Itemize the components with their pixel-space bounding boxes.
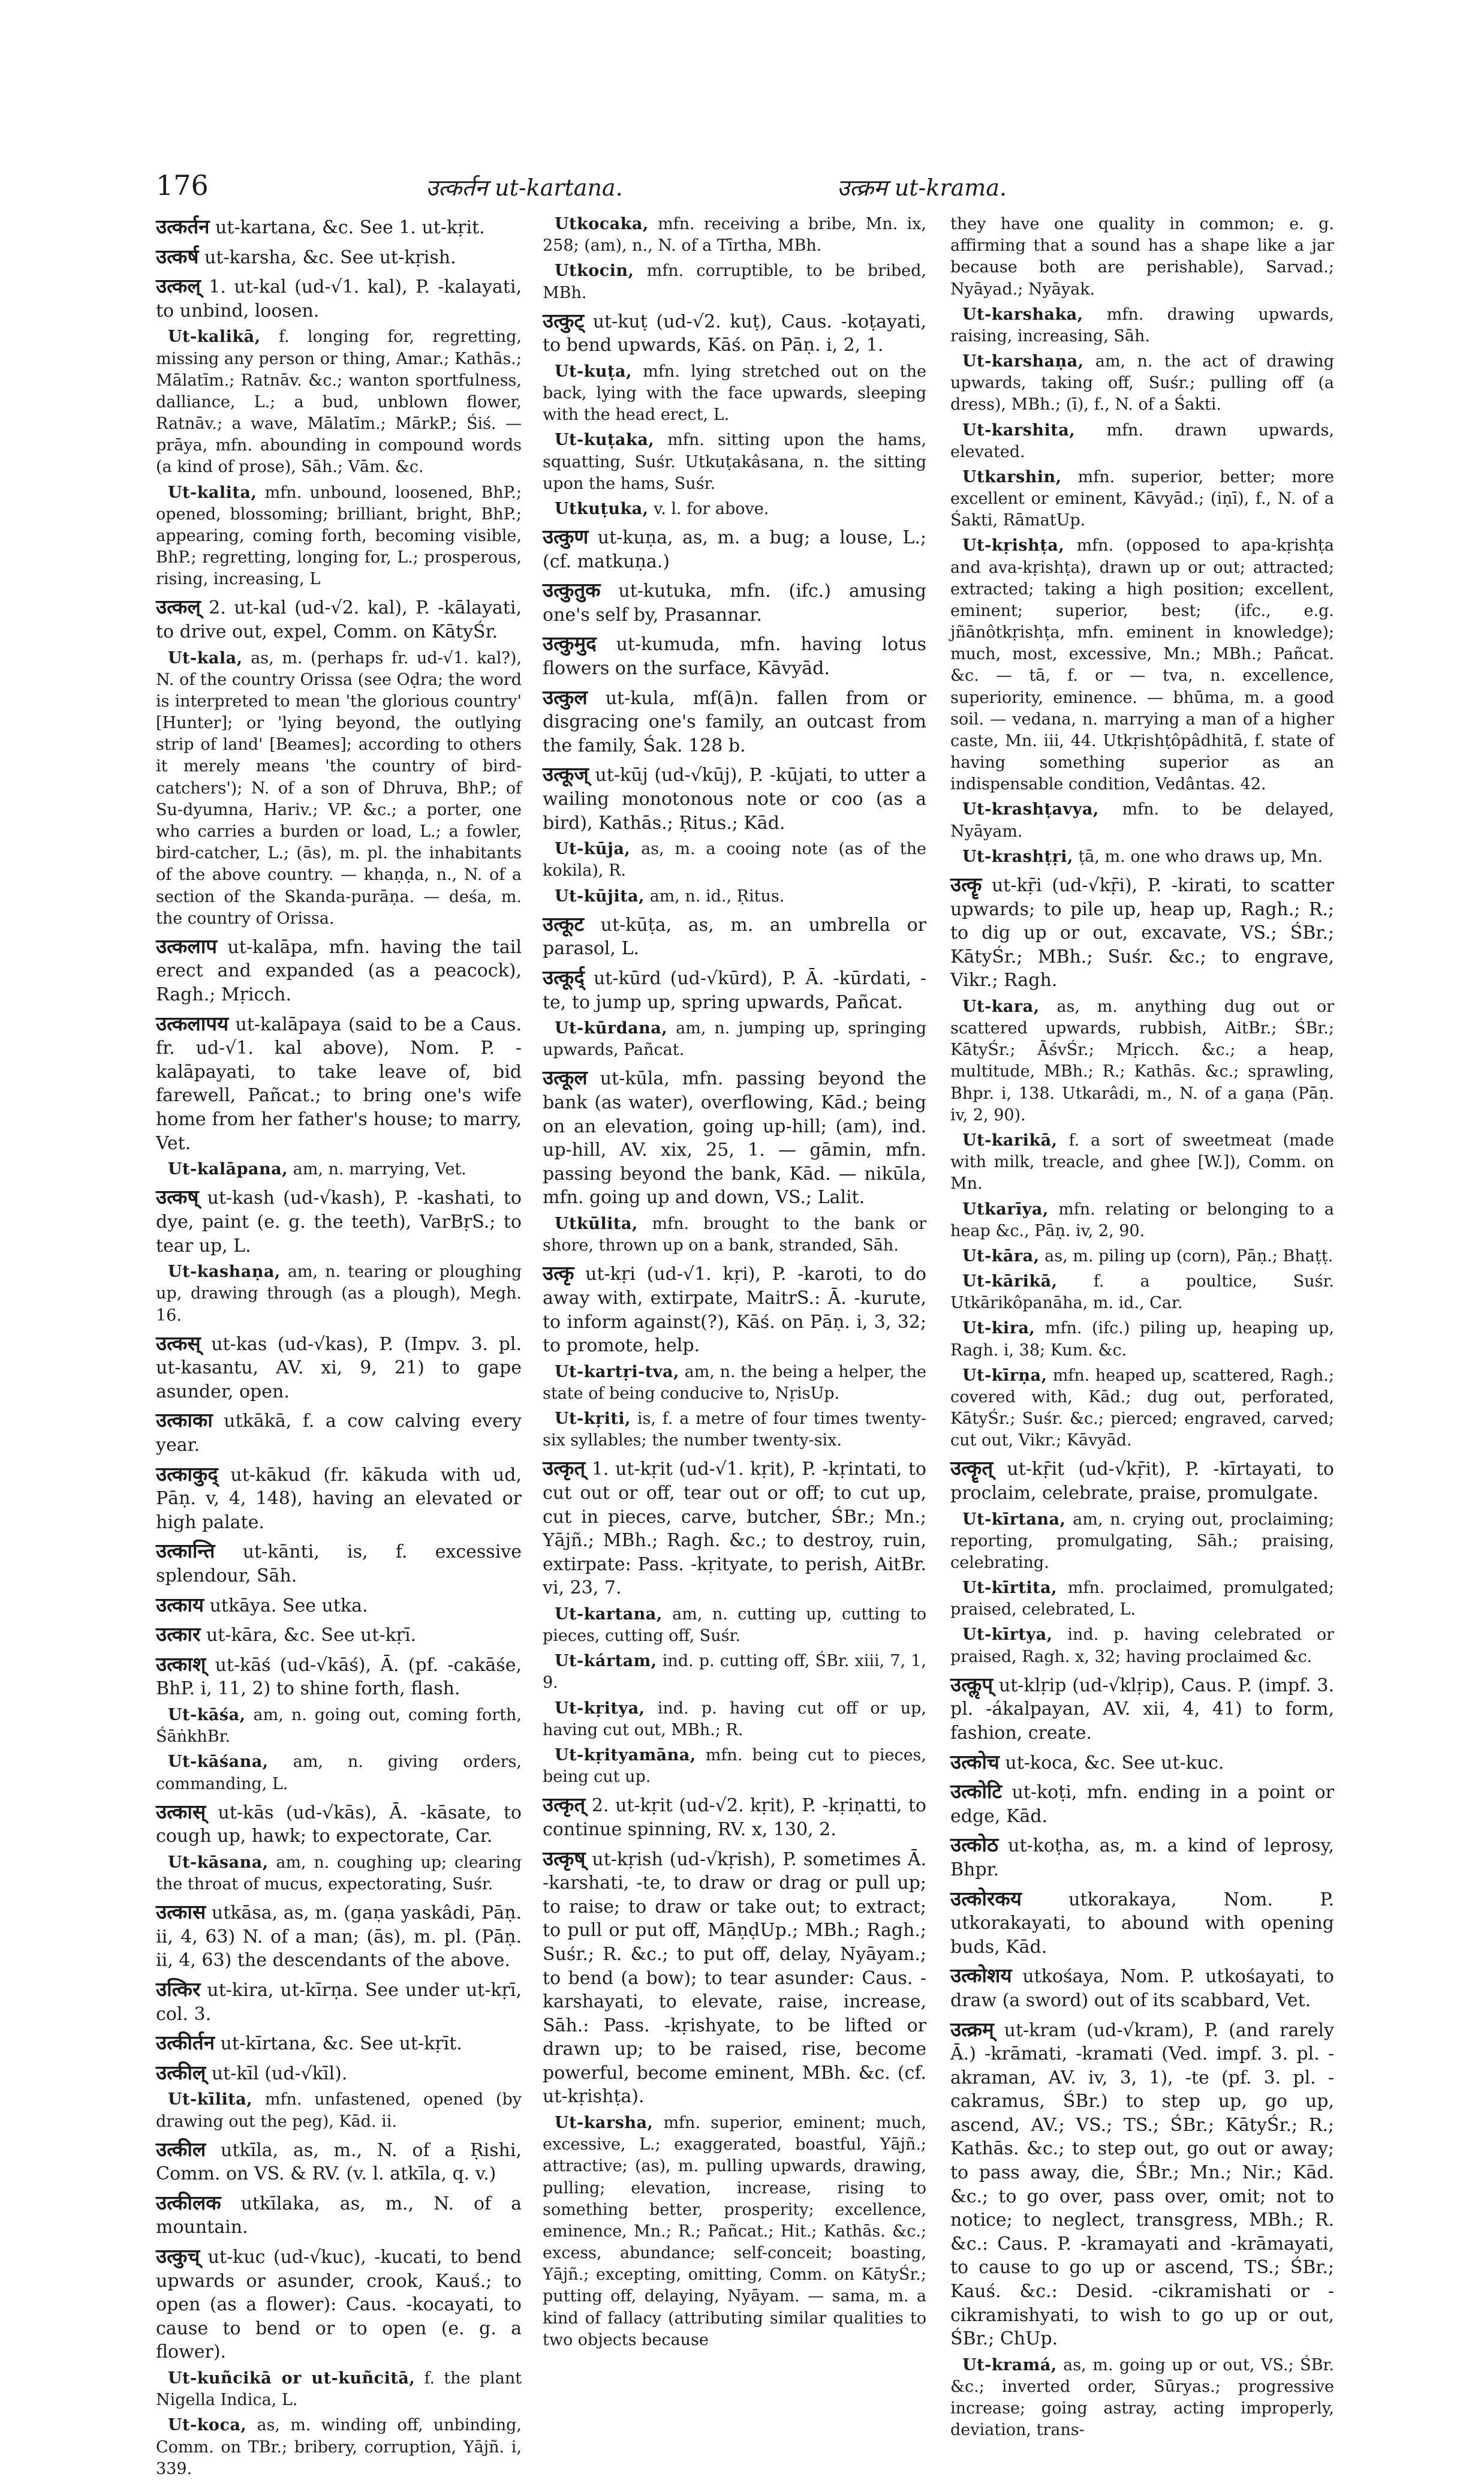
sub-entry	[950, 1130, 1334, 1195]
column-3	[950, 214, 1334, 2440]
headword-entry	[543, 761, 926, 835]
sub-headword: Ut-kūja,	[555, 840, 631, 859]
sub-entry	[156, 1261, 522, 1327]
entry-text: ut-kākud (fr. kākuda with ud, Pāṇ. v, 4, 148), having an elevated or high palate.	[156, 1464, 522, 1533]
headword-entry	[156, 1592, 522, 1618]
sub-headword: Ut-kṛishṭa,	[962, 536, 1065, 555]
entry-text: ut-kumuda, mfn. having lotus flowers on the surface, Kāvyād.	[543, 634, 926, 680]
entry-text: ut-koca, &c. See ut-kuc.	[1005, 1752, 1224, 1773]
devanagari-headword: उत्कुल	[543, 685, 588, 709]
entry-text: mfn. lying stretched out on the back, lying with the face upwards, sleeping with the head erect, L.	[543, 362, 926, 425]
entry-text: ut-kūla, mfn. passing beyond the bank (as water), overflowing, Kād.; being on an elevation, going up-hill; (am), ind. up-hill, AV. xix, 25, 1. — gāmin, mfn. passing beyond the bank, Kād. — nikūla, mfn. going up and down, VS.; Lalit.	[543, 1068, 926, 1209]
sub-entry	[543, 1745, 926, 1788]
sub-headword: Ut-kāśa,	[168, 1705, 246, 1724]
devanagari-headword: उत्कॄत्	[950, 1456, 994, 1480]
headword-entry	[950, 1455, 1334, 1505]
sub-entry	[950, 1577, 1334, 1621]
entry-text: ut-kira, ut-kīrṇa. See under ut-kṛī, col. 3.	[156, 1979, 522, 2025]
devanagari-headword: उत्कूर्द्	[543, 965, 585, 989]
entry-text: ut-kartana, &c. See 1. ut-kṛit.	[215, 217, 485, 238]
entry-text: utkīlaka, as, m., N. of a mountain.	[156, 2193, 522, 2238]
sub-headword: Utkūlita,	[555, 1215, 638, 1233]
entry-text: ut-kṝit (ud-√kṝit), P. -kīrtayati, to proclaim, celebrate, praise, promulgate.	[950, 1459, 1334, 1504]
devanagari-headword: उत्कूल	[543, 1066, 588, 1090]
sub-headword: Utkarīya,	[962, 1200, 1049, 1219]
entry-text: ut-kāś (ud-√kāś), Ā. (pf. -cakāśe, BhP. i, 11, 2) to shine forth, flash.	[156, 1654, 522, 1700]
headword-entry	[950, 1778, 1334, 1828]
devanagari-headword: उत्कोठ	[950, 1833, 999, 1857]
column-2	[543, 214, 927, 2349]
entry-text: ut-kānti, is, f. excessive splendour, Sāh.	[156, 1541, 522, 1587]
devanagari-headword: उत्कोच	[950, 1749, 1000, 1773]
sub-entry	[543, 214, 926, 257]
entry-text: ut-kṛish (ud-√kṛish), P. sometimes Ā. -karshati, -te, to draw or drag or pull up; to raise; to draw or take out; to extract; to pull or put off, MāṇḍUp.; MBh.; Ragh.; Suśr.; R. &c.; to put off, delay, Nyāyam.; to bend (a bow); to tear asunder: Caus. -karshayati, to elevate, raise, increase, Sāh.: Pass. -kṛishyate, to be lifted or drawn up; to be raised, rise, become powerful, become eminent, MBh. &c. (cf. ut-kṛishṭa).	[543, 1848, 926, 2108]
sub-entry	[950, 2355, 1334, 2442]
sub-entry	[156, 1159, 522, 1180]
devanagari-headword: उत्कूट	[543, 912, 584, 936]
headword-entry	[543, 524, 926, 573]
entry-text: ut-kuṇa, as, m. a bug; a louse, L.; (cf. matkuṇa.)	[543, 527, 926, 572]
headword-entry	[543, 577, 926, 627]
entry-text: mfn. corruptible, to be bribed, MBh.	[543, 261, 926, 302]
sub-entry	[543, 429, 926, 495]
entry-text: utkāya. See utka.	[209, 1595, 368, 1616]
sub-headword: Utkuṭuka,	[555, 499, 649, 518]
headword-entry	[156, 1621, 522, 1648]
devanagari-headword: उत्कीर्तन	[156, 2031, 215, 2055]
headword-entry	[156, 2060, 522, 2086]
headword-entry	[950, 1749, 1334, 1775]
entry-text: as, m. going up or out, VS.; ŚBr. &c.; inverted order, Sūryas.; progressive increase; going astray, acting improperly, deviation, trans-	[950, 2355, 1334, 2440]
devanagari-headword: उत्कील्	[156, 2060, 206, 2084]
entry-text: mfn. drawn upwards, elevated.	[950, 420, 1334, 461]
sub-headword: Ut-kṛiti,	[555, 1409, 631, 1429]
devanagari-headword: उत्क्रम्	[950, 2017, 994, 2041]
sub-headword: Ut-kṛityamāna,	[555, 1746, 696, 1764]
sub-entry	[950, 996, 1334, 1126]
entry-text: am, n. going out, coming forth, ŚāṅkhBr.	[156, 1705, 522, 1746]
devanagari-headword: उत्कॢप्	[950, 1672, 994, 1696]
entry-text: ut-kuṭ (ud-√2. kuṭ), Caus. -koṭayati, to bend upwards, Kāś. on Pāṇ. i, 2, 1.	[543, 311, 927, 356]
headword-entry	[543, 684, 926, 758]
entry-text: ut-kutuka, mfn. (ifc.) amusing one's self by, Prasannar.	[543, 581, 926, 626]
sub-entry	[543, 838, 926, 882]
sub-headword: Ut-krashṭṛi,	[962, 847, 1073, 866]
devanagari-headword: उत्कार	[156, 1622, 201, 1646]
entry-text: am, n. cutting up, cutting to pieces, cutting off, Suśr.	[543, 1604, 926, 1646]
entry-text: ind. p. cutting off, ŚBr. xiii, 7, 1, 9.	[543, 1652, 926, 1693]
headword-entry	[950, 871, 1334, 993]
sub-headword: Ut-karikā,	[962, 1131, 1058, 1150]
sub-entry	[543, 498, 926, 520]
sub-headword: Utkocaka,	[555, 215, 649, 233]
entry-text: as, m. (perhaps fr. ud-√1. kal?), N. of the country Orissa (see Oḍra; the word is interpreted to mean 'the glorious country' [Hunter]; or 'lying beyond, the outlying strip of land' [Beames]; according to others it merely means 'the country of bird-catchers'); N. of a son of Dhruva, BhP.; of Su-dyumna, Hariv.; VP. &c.; a porter, one who carries a burden or load, L.; a fowler, bird-catcher, L.; (ās), m. pl. the inhabitants of the above country. — khaṇḍa, n., N. of a section of the Skanda-purāṇa. — deśa, m. the country of Orissa.	[156, 648, 522, 928]
sub-entry	[543, 1651, 926, 1694]
devanagari-headword: उत्कष्	[156, 1185, 199, 1209]
headword-entry	[543, 1791, 926, 1841]
entry-text: am, n. tearing or ploughing up, drawing through (as a plough), Megh. 16.	[156, 1262, 522, 1325]
sub-entry	[543, 1604, 926, 1647]
sub-headword: Ut-kārikā,	[962, 1272, 1058, 1291]
entry-text: mfn. superior, better; more excellent or eminent, Kāvyād.; (iṇī), f., N. of a Śakti, RāmatUp.	[950, 467, 1334, 530]
sub-headword: Ut-karshaṇa,	[962, 352, 1084, 371]
headword-entry	[156, 933, 522, 1007]
devanagari-headword: उत्कुट्	[543, 308, 584, 332]
page-number: 176	[156, 169, 209, 202]
sub-entry	[950, 1199, 1334, 1242]
devanagari-headword: उत्कोटि	[950, 1779, 1003, 1803]
entry-text: mfn. drawing upwards, raising, increasing, Sāh.	[950, 305, 1334, 345]
sub-entry	[543, 1408, 926, 1451]
sub-entry	[543, 260, 926, 303]
headword-entry	[156, 273, 522, 323]
sub-headword: Ut-karsha,	[555, 2114, 654, 2133]
sub-entry	[543, 2112, 926, 2351]
devanagari-headword: उत्कास्	[156, 1799, 206, 1823]
devanagari-headword: उत्काय	[156, 1592, 204, 1616]
sub-entry	[950, 1509, 1334, 1574]
entry-text: mfn. brought to the bank or shore, thrown up on a bank, stranded, Sāh.	[543, 1215, 926, 1255]
sub-entry	[156, 482, 522, 591]
sub-entry	[543, 1213, 926, 1256]
sub-headword: Ut-kāra,	[962, 1246, 1040, 1265]
sub-entry	[950, 1624, 1334, 1667]
sub-headword: Ut-kramá,	[962, 2355, 1057, 2374]
devanagari-headword: उत्काका	[156, 1408, 213, 1432]
entry-text: ut-kīl (ud-√kīl).	[211, 2063, 348, 2084]
entry-text: mfn. sitting upon the hams, squatting, Suśr. Utkuṭakâsana, n. the sitting upon the hams, Suśr.	[543, 431, 926, 493]
sub-entry	[156, 2089, 522, 2132]
entry-text: f. a poultice, Suśr. Utkārikôpanāha, m. id., Car.	[950, 1272, 1334, 1313]
headword-entry	[543, 1845, 926, 2109]
headword-entry	[156, 2136, 522, 2186]
entry-text: am, n. jumping up, springing upwards, Pañcat.	[543, 1019, 926, 1060]
devanagari-headword: उत्कर्तन	[156, 215, 210, 238]
headword-entry	[543, 1455, 926, 1600]
headword-entry	[156, 594, 522, 644]
entry-text: ut-kās (ud-√kās), Ā. -kāsate, to cough up, hawk; to expectorate, Car.	[156, 1802, 522, 1847]
entry-text: 1. ut-kal (ud-√1. kal), P. -kalayati, to unbind, loosen.	[156, 276, 522, 321]
devanagari-headword: उत्कल्	[156, 595, 201, 619]
entry-text: am, n. id., Ṛitus.	[649, 886, 785, 906]
devanagari-headword: उत्कोशय	[950, 1964, 1012, 1988]
sub-entry	[543, 1361, 926, 1405]
entry-text: mfn. relating or belonging to a heap &c., Pāṇ. iv, 2, 90.	[950, 1200, 1334, 1240]
sub-headword: Ut-kūjita,	[555, 886, 645, 906]
entry-text: ut-kūrd (ud-√kūrd), P. Ā. -kūrdati, -te, to jump up, spring upwards, Pañcat.	[543, 967, 926, 1013]
sub-entry	[156, 2368, 522, 2411]
devanagari-headword: उत्कृत्	[543, 1793, 586, 1817]
sub-headword: Ut-kīrtita,	[962, 1579, 1058, 1598]
devanagari-headword: उत्काकुद्	[156, 1462, 218, 1486]
headword-entry	[156, 2243, 522, 2364]
devanagari-headword: उत्कृष्	[543, 1846, 586, 1870]
devanagari-headword: उत्कुतुक	[543, 578, 601, 602]
entry-text: ṭā, m. one who draws up, Mn.	[1078, 847, 1323, 866]
sub-headword: Ut-kara,	[962, 997, 1040, 1016]
sub-headword: Ut-kuṭaka,	[555, 431, 655, 450]
devanagari-headword: उत्कस्	[156, 1331, 201, 1355]
entry-text: mfn. receiving a bribe, Mn. ix, 258; (am), n., N. of a Tīrtha, MBh.	[543, 215, 926, 255]
sub-headword: Ut-kala,	[168, 648, 243, 668]
sub-entry	[950, 535, 1334, 795]
headword-entry	[950, 1672, 1334, 1745]
entry-text: ut-koṭi, mfn. ending in a point or edge, Kād.	[950, 1782, 1334, 1827]
entry-text: ut-kula, mf(ā)n. fallen from or disgracing one's family, an outcast from the family, Śak. 128 b.	[543, 687, 926, 756]
headword-entry	[543, 1065, 926, 1210]
devanagari-headword: उत्कल्	[156, 274, 201, 298]
devanagari-headword: उत्कृत्	[543, 1456, 586, 1480]
headword-entry	[950, 1962, 1334, 2012]
entry-text: utkośaya, Nom. P. utkośayati, to draw (a sword) out of its scabbard, Vet.	[950, 1966, 1334, 2011]
left-running-head: उत्कर्तन ut-kartana.	[426, 175, 623, 201]
sub-entry	[950, 1318, 1334, 1361]
headword-entry	[156, 1899, 522, 1973]
sub-headword: Ut-karshaka,	[962, 305, 1083, 324]
entry-text: ind. p. having cut off or up, having cut out, MBh.; R.	[543, 1699, 926, 1739]
entry-text: ut-kalāpaya (said to be a Caus. fr. ud-√1. kal above), Nom. P. -kalāpayati, to take leave of, bid farewell, Pañcat.; to bring one's wife home from her father's house; to marry, Vet.	[156, 1014, 522, 1154]
devanagari-headword: उत्कलाप	[156, 934, 218, 958]
sub-entry	[543, 1018, 926, 1061]
sub-entry	[543, 361, 926, 426]
entry-text: 2. ut-kal (ud-√2. kal), P. -kālayati, to drive out, expel, Comm. on KātyŚr.	[156, 597, 522, 643]
headword-entry	[156, 2030, 522, 2056]
sub-entry	[950, 1271, 1334, 1314]
devanagari-headword: उत्कॄ	[950, 872, 982, 896]
sub-headword: Ut-kāsana,	[168, 1853, 269, 1872]
sub-headword: Ut-kira,	[962, 1319, 1036, 1338]
sub-headword: Ut-kashaṇa,	[168, 1262, 281, 1282]
sub-entry	[543, 1698, 926, 1741]
sub-entry	[950, 799, 1334, 842]
headword-entry	[543, 1260, 926, 1357]
entry-text: mfn. superior, eminent; much, excessive, L.; exaggerated, boastful, Yājñ.; attractive; (as), m. pulling upwards, drawing, pulling; elevation, increase, rising to something better, prosperity; excellence, eminence, Mn.; R.; Pañcat.; Hit.; Kathās. &c.; excess, abundance; self-conceit; boasting, Yājñ.; excepting, omitting, Comm. on KātyŚr.; putting off, delaying, Nyāyam. — sama, m. a kind of fallacy (attributing similar qualities to two objects because	[543, 2114, 926, 2349]
sub-entry	[950, 420, 1334, 463]
devanagari-headword: उत्कोरकय	[950, 1886, 1022, 1910]
column-1	[156, 214, 522, 2478]
entry-text: f. longing for, regretting, missing any person or thing, Amar.; Kathās.; Mālatīm.; Ratnāv. &c.; wanton sportfulness, dalliance, L.; a bud, unblown flower, Ratnāv.; a wave, Mālatīm.; MārkP.; Śiś. — prāya, mfn. abounding in compound words (a kind of prose), Sāh.; Vām. &c.	[156, 327, 522, 477]
sub-entry	[950, 846, 1334, 868]
headword-entry	[156, 1651, 522, 1701]
entry-text: am, n. giving orders, commanding, L.	[156, 1752, 522, 1793]
sub-headword: Ut-kīrtana,	[962, 1510, 1066, 1529]
entry-text: ut-karsha, &c. See ut-kṛish.	[204, 247, 456, 268]
entry-text: ut-kas (ud-√kas), P. (Impv. 3. pl. ut-kasantu, AV. xi, 9, 21) to gape asunder, open.	[156, 1333, 522, 1402]
devanagari-headword: उत्कास	[156, 1900, 206, 1924]
headword-entry	[156, 1407, 522, 1457]
headword-entry	[156, 2190, 522, 2239]
entry-text: v. l. for above.	[654, 499, 769, 518]
headword-entry	[543, 308, 926, 357]
entry-text: mfn. heaped up, scattered, Ragh.; covered with, Kād.; dug out, perforated, KātyŚr.; Suśr. &c.; pierced; engraved, carved; cut out, Vikr.; Kāvyād.	[950, 1366, 1334, 1450]
devanagari-headword: उत्कुण	[543, 525, 589, 549]
entry-text: ut-kṝi (ud-√kṝi), P. -kirati, to scatter upwards; to pile up, heap up, Ragh.; R.; to dig up or out, excavate, VS.; ŚBr.; KātyŚr.; MBh.; Suśr. &c.; to engrave, Vikr.; Ragh.	[950, 874, 1334, 991]
sub-headword: Ut-kīrṇa,	[962, 1366, 1047, 1385]
sub-entry	[156, 648, 522, 930]
sub-headword: Utkocin,	[555, 261, 634, 281]
sub-entry	[950, 1246, 1334, 1267]
sub-headword: Ut-kīlita,	[168, 2090, 253, 2109]
devanagari-headword: उत्कीलक	[156, 2190, 221, 2214]
sub-headword: Ut-karshita,	[962, 420, 1076, 440]
sub-headword: Ut-kūrdana,	[555, 1019, 668, 1038]
entry-text: ut-kāra, &c. See ut-kṛī.	[206, 1625, 417, 1646]
entry-text: am, n. coughing up; clearing the throat of mucus, expectorating, Suśr.	[156, 1853, 522, 1894]
continued-text: they have one quality in common; e. g. affirming that a sound has a shape like a jar because both are perishable), Sarvad.; Nyāyad.; Nyāyak.	[950, 215, 1334, 299]
devanagari-headword: उत्कुच्	[156, 2244, 200, 2268]
headword-entry	[156, 1011, 522, 1156]
devanagari-headword: उत्कूज्	[543, 762, 589, 786]
entry-text: ut-kash (ud-√kash), P. -kashati, to dye, paint (e. g. the teeth), VarBṛS.; to tear up, L.	[156, 1188, 522, 1256]
sub-headword: Ut-kártam,	[555, 1652, 657, 1671]
sub-headword: Ut-kṛitya,	[555, 1699, 645, 1718]
sub-headword: Ut-krashṭavya,	[962, 800, 1099, 819]
entry-text: as, m. anything dug out or scattered upwards, rubbish, AitBr.; ŚBr.; KātyŚr.; ĀśvŚr.; Mṛicch. &c.; a heap, multitude, MBh.; R.; Kathās. &c.; sprawling, Bhpr. i, 138. Utkarâdi, m., N. of a gaṇa (Pāṇ. iv, 2, 90).	[950, 997, 1334, 1125]
entry-text: ut-kuc (ud-√kuc), -kucati, to bend upwards or asunder, crook, Kauś.; to open (as a flower): Caus. -kocayati, to cause to bend or to open (e. g. a flower).	[156, 2247, 522, 2363]
entry-text: mfn. unfastened, opened (by drawing out the peg), Kād. ii.	[156, 2090, 522, 2131]
devanagari-headword: उत्कुमुद	[543, 632, 597, 656]
entry-text: ut-kram (ud-√kram), P. (and rarely Ā.) -krāmati, -kramati (Ved. impf. 3. pl. -akraman, AV. iv, 3, 1), -te (pf. 3. pl. -cakramus, ŚBr.) to step up, go up, ascend, AV.; VS.; TS.; ŚBr.; KātyŚr.; R.; Kathās. &c.; to step out, go out or away; to pass away, die, ŚBr.; Mn.; Nir.; Kād. &c.; to go over, pass over, omit; not to notice; to neglect, transgress, MBh.; R. &c.: Caus. P. -kramayati and -krāmayati, to cause to go up or ascend, TS.; ŚBr.; Kauś. &c.: Desid. -cikramishati or -cikramishyati, to wish to go up or out, ŚBr.; ChUp.	[950, 2019, 1334, 2350]
sub-headword: Ut-kuṭa,	[555, 362, 632, 381]
sub-headword: Ut-kartṛi-tva,	[555, 1362, 679, 1381]
sub-entry	[156, 1705, 522, 1748]
right-running-head: उत्क्रम ut-krama.	[837, 175, 1007, 201]
headword-entry	[950, 2016, 1334, 2351]
entry-text: as, m. winding off, unbinding, Comm. on TBr.; bribery, corruption, Yājñ. i, 339.	[156, 2416, 522, 2478]
devanagari-headword: उत्कर्ष	[156, 244, 199, 268]
entry-text: f. the plant Nigella Indica, L.	[156, 2369, 522, 2410]
headword-entry	[543, 964, 926, 1014]
sub-headword: Ut-kalāpana,	[168, 1160, 288, 1179]
headword-entry	[950, 1832, 1334, 1881]
entry-text: mfn. (opposed to apa-kṛishṭa and ava-kṛishṭa), drawn up or out; attracted; extracted; taking a high position; excellent, eminent; superior, best; (ifc., e.g. jñānôtkṛishṭa, mfn. eminent in knowledge); much, most, excessive, Mn.; MBh.; Pañcat. &c. — tā, f. or — tva, n. excellence, superiority, eminence. — bhūma, m. a good soil. — vedana, n. marrying a man of a higher caste, Mn. iii, 44. Utkṛishṭôpâdhitā, f. state of having something superior as an indispensable condition, Vedântas. 42.	[950, 536, 1334, 794]
sub-headword: Ut-kāśana,	[168, 1752, 269, 1772]
headword-entry	[156, 244, 522, 270]
entry-text: utkāsa, as, m. (gaṇa yaskâdi, Pāṇ. ii, 4, 63) N. of a man; (ās), m. pl. (Pāṇ. ii, 4, 63) the descendants of the above.	[156, 1902, 522, 1971]
entry-text: am, n. crying out, proclaiming; reporting, promulgating, Sāh.; praising, celebrating.	[950, 1510, 1334, 1572]
headword-entry	[156, 214, 522, 240]
entry-text: utkīla, as, m., N. of a Ṛishi, Comm. on VS. & RV. (v. l. atkīla, q. v.)	[156, 2139, 522, 2185]
entry-text: 2. ut-kṛit (ud-√2. kṛit), P. -kṛiṇatti, to continue spinning, RV. x, 130, 2.	[543, 1795, 926, 1840]
running-header	[156, 169, 1331, 205]
sub-entry	[156, 326, 522, 478]
entry-text: utkorakaya, Nom. P. utkorakayati, to abound with opening buds, Kād.	[950, 1889, 1334, 1958]
sub-headword: Ut-kalikā,	[168, 327, 261, 347]
sub-entry	[950, 467, 1334, 532]
sub-headword: Ut-kartana,	[555, 1604, 663, 1624]
entry-text: ut-kūj (ud-√kūj), P. -kūjati, to utter a wailing monotonous note or coo (as a bird), Kathās.; Ṛitus.; Kād.	[543, 765, 926, 834]
entry-text: ut-kalāpa, mfn. having the tail erect and expanded (as a peacock), Ragh.; Mṛicch.	[156, 936, 522, 1006]
sub-entry	[156, 1751, 522, 1794]
sub-headword: Utkarshin,	[962, 467, 1062, 486]
headword-entry	[156, 1330, 522, 1404]
sub-entry	[156, 1852, 522, 1895]
sub-headword: Ut-kuñcikā or ut-kuñcitā,	[168, 2369, 416, 2388]
entry-text: mfn. (ifc.) piling up, heaping up, Ragh. i, 38; Kum. &c.	[950, 1319, 1334, 1360]
entry-text: as, m. a cooing note (as of the kokila), R.	[543, 840, 926, 880]
entry-text: mfn. to be delayed, Nyāyam.	[950, 800, 1334, 841]
entry-text: 1. ut-kṛit (ud-√1. kṛit), P. -kṛintati, to cut out or off, tear out or off; to cut up, cut in pieces, carve, butcher, ŚBr.; Mn.; Yājñ.; MBh.; Ragh. &c.; to destroy, ruin, extirpate: Pass. -kṛityate, to perish, AitBr. vi, 23, 7.	[543, 1459, 926, 1599]
entry-text: utkākā, f. a cow calving every year.	[156, 1411, 522, 1456]
entry-text: ind. p. having celebrated or praised, Ragh. x, 32; having proclaimed &c.	[950, 1625, 1334, 1666]
entry-text: ut-kūṭa, as, m. an umbrella or parasol, L.	[543, 914, 926, 960]
headword-entry	[156, 1976, 522, 2026]
headword-entry	[543, 911, 926, 961]
entry-text: am, n. marrying, Vet.	[293, 1160, 466, 1179]
sub-entry	[950, 351, 1334, 416]
entry-text: f. a sort of sweetmeat (made with milk, treacle, and ghee [W.]), Comm. on Mn.	[950, 1131, 1334, 1194]
devanagari-headword: उत्कील	[156, 2137, 206, 2161]
devanagari-headword: उत्कान्ति	[156, 1539, 215, 1563]
sub-entry	[950, 1365, 1334, 1452]
sub-entry	[543, 886, 926, 907]
sub-headword: Ut-koca,	[168, 2416, 247, 2435]
devanagari-headword: उत्कृ	[543, 1261, 574, 1285]
sub-headword: Ut-kīrtya,	[962, 1625, 1053, 1645]
headword-entry	[156, 1799, 522, 1848]
entry-text: ut-kṛi (ud-√1. kṛi), P. -karoti, to do away with, extirpate, MaitrS.: Ā. -kurute, to inform against(?), Kāś. on Pāṇ. i, 3, 32; to promote, help.	[543, 1264, 926, 1357]
entry-text: am, n. the being a helper, the state of being conducive to, NṛisUp.	[543, 1362, 926, 1403]
entry-text: ut-koṭha, as, m. a kind of leprosy, Bhpr.	[950, 1835, 1334, 1880]
sub-entry	[156, 2415, 522, 2480]
entry-text: mfn. unbound, loosened, BhP.; opened, blossoming; brilliant, bright, BhP.; appearing, coming forth, becoming visible, BhP.; regretting, longing for, L.; prosperous, rising, increasing, L	[156, 483, 522, 589]
entry-text: am, n. the act of drawing upwards, taking off, Suśr.; pulling off (a dress), MBh.; (ī), f., N. of a Śakti.	[950, 352, 1334, 414]
entry-text: ut-klṛip (ud-√klṛip), Caus. P. (impf. 3. pl. -ákalpayan, AV. xii, 4, 41) to form, fashion, create.	[950, 1675, 1334, 1743]
devanagari-headword: उत्कलापय	[156, 1011, 229, 1035]
devanagari-headword: उत्किर	[156, 1977, 201, 2001]
entry-text: as, m. piling up (corn), Pāṇ.; Bhaṭṭ.	[1044, 1246, 1334, 1265]
entry-text: mfn. being cut to pieces, being cut up.	[543, 1746, 926, 1787]
sub-entry	[950, 304, 1334, 347]
headword-entry	[156, 1184, 522, 1258]
headword-entry	[156, 1538, 522, 1588]
headword-entry	[543, 630, 926, 680]
headword-entry	[950, 1886, 1334, 1959]
devanagari-headword: उत्काश्	[156, 1652, 206, 1676]
entry-text: mfn. proclaimed, promulgated; praised, celebrated, L.	[950, 1579, 1334, 1619]
entry-text: ut-kīrtana, &c. See ut-kṛīt.	[220, 2033, 462, 2055]
entry-text: is, f. a metre of four times twenty-six syllables; the number twenty-six.	[543, 1409, 926, 1450]
headword-entry	[156, 1461, 522, 1535]
sub-headword: Ut-kalita,	[168, 483, 257, 502]
